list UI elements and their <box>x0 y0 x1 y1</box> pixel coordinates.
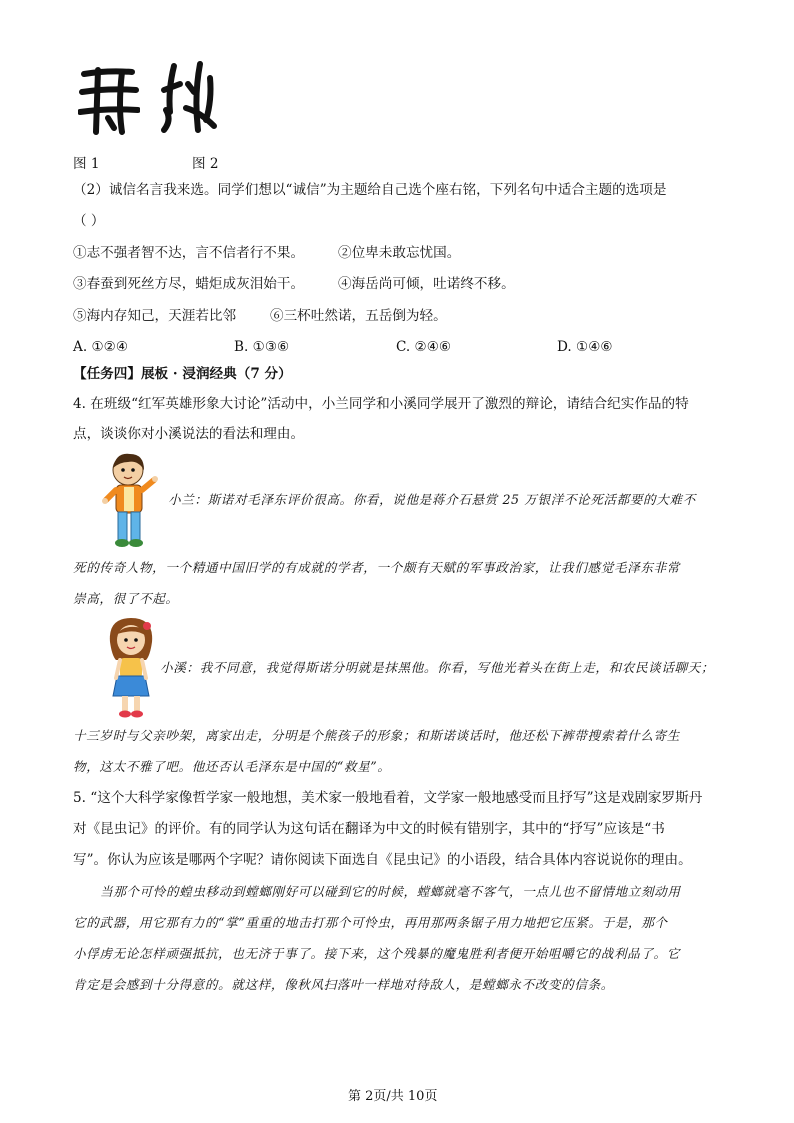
choice-a: A. ①②④ <box>73 339 129 355</box>
task-4-heading: 【任务四】展板 · 浸润经典（7 分） <box>73 366 292 382</box>
option-6: ⑥三杯吐然诺，五岳倒为轻。 <box>270 308 447 324</box>
xiaoxi-line-2: 十三岁时与父亲吵架，离家出走，分明是个熊孩子的形象；和斯诺谈话时，他还松下裤带搜索着什么寄生 <box>73 728 680 743</box>
girl-cartoon-image <box>102 616 160 724</box>
choice-d: D. ①④⑥ <box>557 339 613 355</box>
option-4: ④海岳尚可倾，吐诺终不移。 <box>338 276 515 292</box>
choice-b: B. ①③⑥ <box>234 339 290 355</box>
question-5-line-1: 5. “这个大科学家像哲学家一般地想，美术家一般地看着，文学家一般地感受而且抒写”这是戏剧家罗斯丹 <box>73 790 703 806</box>
option-2: ②位卑未敢忘忧国。 <box>338 245 461 261</box>
question-5-line-3: 写”。你认为应该是哪两个字呢？请你阅读下面选自《昆虫记》的小语段，结合具体内容说说你的理由。 <box>73 852 692 868</box>
xiaolan-line-2: 死的传奇人物，一个精通中国旧学的有成就的学者，一个颇有天赋的军事政治家，让我们感觉毛泽东非常 <box>73 560 680 575</box>
ancient-glyph-figure-2 <box>160 60 218 134</box>
xiaolan-line-3: 崇高，很了不起。 <box>73 591 179 606</box>
figure-2-caption: 图 2 <box>192 156 219 172</box>
boy-cartoon-image <box>98 450 160 554</box>
answer-blank: （ ） <box>73 213 105 229</box>
passage-line-2: 它的武器，用它那有力的“掌”重重的地击打那个可怜虫，再用那两条锯子用力地把它压紧。于是，那个 <box>73 915 668 930</box>
choice-c: C. ②④⑥ <box>396 339 452 355</box>
passage-line-1: 当那个可怜的蝗虫移动到螳螂刚好可以碰到它的时候，螳螂就毫不客气，一点儿也不留情地立刻动用 <box>100 884 681 899</box>
xiaoxi-line-3: 物，这太不雅了吧。他还否认毛泽东是中国的“救星”。 <box>73 759 391 774</box>
xiaoxi-line-1: 小溪：我不同意，我觉得斯诺分明就是抹黑他。你看，写他光着头在街上走，和农民谈话聊天； <box>160 660 715 675</box>
passage-line-4: 肯定是会感到十分得意的。就这样，像秋风扫落叶一样地对待敌人，是螳螂永不改变的信条。 <box>73 977 614 992</box>
xiaolan-line-1: 小兰：斯诺对毛泽东评价很高。你看，说他是蒋介石悬赏 25 万银洋不论死活都要的大难不 <box>168 492 696 507</box>
passage-line-3: 小俘虏无论怎样顽强抵抗，也无济于事了。接下来，这个残暴的魔鬼胜利者便开始咀嚼它的战利品了。它 <box>73 946 680 961</box>
figure-1-caption: 图 1 <box>73 156 100 172</box>
question-4-line-2: 点，谈谈你对小溪说法的看法和理由。 <box>73 426 305 442</box>
question-4-line-1: 4. 在班级“红军英雄形象大讨论”活动中，小兰同学和小溪同学展开了激烈的辩论，请结合纪实作品的特 <box>73 396 689 412</box>
page-number: 第 2页/共 10页 <box>348 1089 438 1104</box>
ancient-glyph-figure-1 <box>78 66 140 136</box>
option-1: ①志不强者智不达，言不信者行不果。 <box>73 245 305 261</box>
question-5-line-2: 对《昆虫记》的评价。有的同学认为这句话在翻译为中文的时候有错别字，其中的“抒写”应该是“书 <box>73 821 665 837</box>
question-2-stem: （2）诚信名言我来选。同学们想以“诚信”为主题给自己选个座右铭，下列名句中适合主题的选项是 <box>73 182 667 198</box>
option-3: ③春蚕到死丝方尽，蜡炬成灰泪始干。 <box>73 276 305 292</box>
option-5: ⑤海内存知己，天涯若比邻 <box>73 308 237 324</box>
